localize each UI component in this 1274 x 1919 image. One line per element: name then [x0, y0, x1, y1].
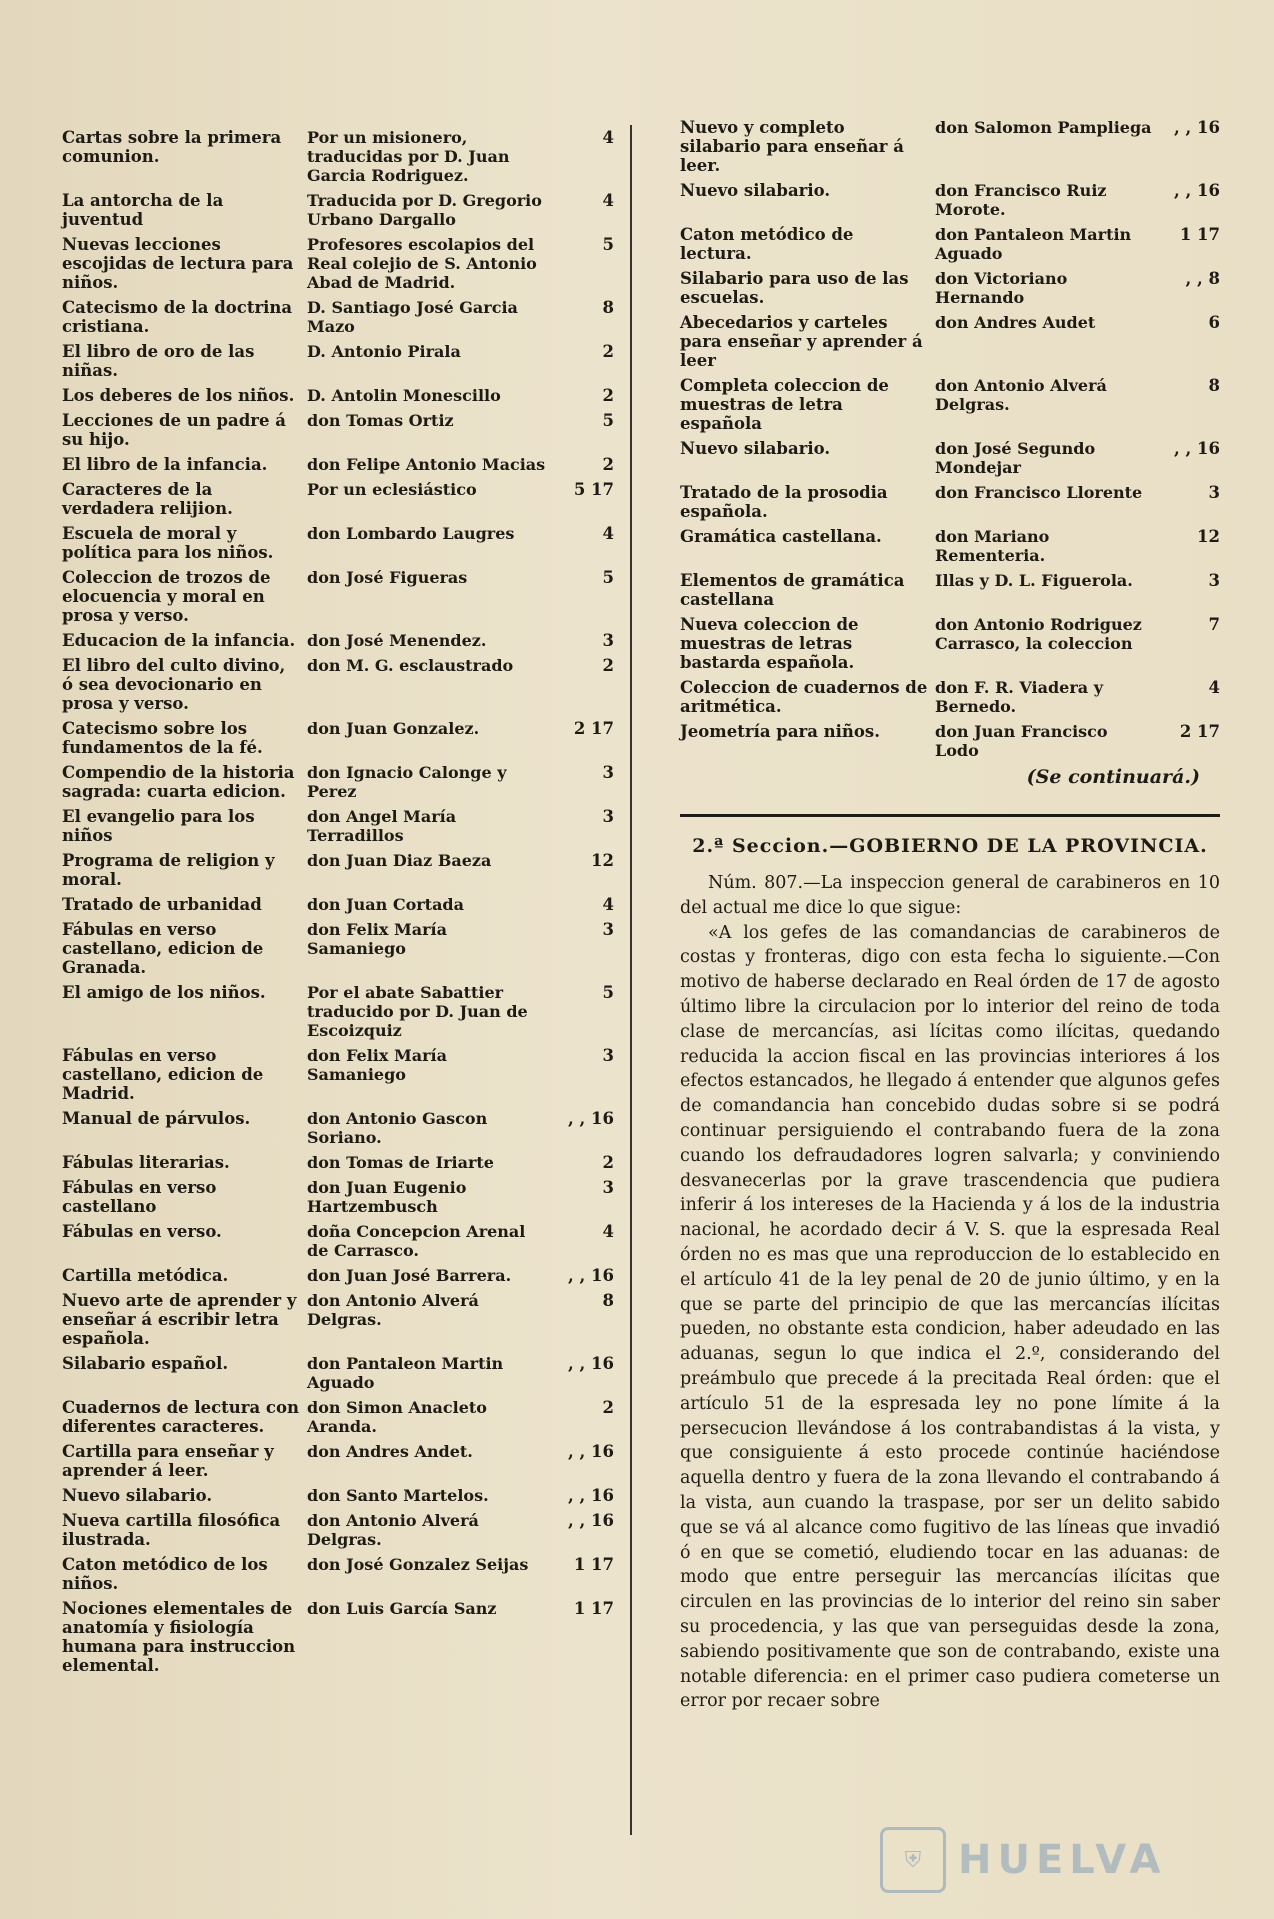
book-title: El amigo de los niños.	[62, 983, 266, 1002]
book-title: Programa de religion y moral.	[62, 851, 275, 889]
coat-of-arms-icon: ⛨	[880, 1827, 946, 1893]
book-title: Completa coleccion de muestras de letra española	[680, 376, 889, 433]
book-price: 2 17	[573, 719, 614, 738]
book-list-left	[62, 128, 614, 1681]
book-price: 1 17	[573, 1555, 614, 1574]
book-author: don Salomon Pampliega	[935, 118, 1152, 137]
book-author: Traducida por D. Gregorio Urbano Dargallo	[307, 191, 542, 229]
book-price: 5	[602, 235, 614, 254]
book-entry	[62, 1555, 614, 1593]
book-entry	[62, 568, 614, 625]
book-entry	[62, 1354, 614, 1392]
body-paragraph: Núm. 807.—La inspeccion general de carabineros en 10 del actual me dice lo que sigue:	[680, 873, 1220, 918]
book-price: 5	[602, 983, 614, 1002]
book-author: D. Santiago José Garcia Mazo	[307, 298, 518, 336]
book-entry	[62, 1266, 614, 1285]
book-entry	[680, 376, 1220, 433]
book-author: don Santo Martelos.	[307, 1486, 489, 1505]
book-author: don Pantaleon Martin Aguado	[935, 225, 1132, 263]
book-price: 3	[602, 1178, 614, 1197]
book-title: Cartas sobre la primera comunion.	[62, 128, 282, 166]
book-entry	[62, 1442, 614, 1480]
book-title: Nueva coleccion de muestras de letras bastarda española.	[680, 615, 859, 672]
book-title: Nociones elementales de anatomía y fisiología humana para instruccion elemental.	[62, 1599, 296, 1675]
book-title: Nuevas lecciones escojidas de lectura para niños.	[62, 235, 294, 292]
book-price: 4	[602, 128, 614, 147]
book-price: , , 16	[568, 1511, 614, 1530]
book-title: Gramática castellana.	[680, 527, 882, 546]
book-entry	[62, 235, 614, 292]
book-entry	[62, 719, 614, 757]
book-author: don Antonio Alverá Delgras.	[307, 1291, 479, 1329]
book-price: 2 17	[1179, 722, 1220, 741]
book-price: 3	[602, 1046, 614, 1065]
book-price: 12	[1197, 527, 1220, 546]
book-author: D. Antolin Monescillo	[307, 386, 501, 405]
book-title: Educacion de la infancia.	[62, 631, 296, 650]
book-author: don Antonio Alverá Delgras.	[935, 376, 1107, 414]
book-author: don Juan Francisco Lodo	[935, 722, 1108, 760]
book-price: 5 17	[573, 480, 614, 499]
book-author: don Juan Cortada	[307, 895, 464, 914]
right-column	[680, 118, 1220, 1714]
book-price: 8	[602, 298, 614, 317]
book-price: 3	[1208, 571, 1220, 590]
book-entry	[62, 1599, 614, 1675]
book-title: Nueva cartilla filosófica ilustrada.	[62, 1511, 281, 1549]
book-author: don José Menendez.	[307, 631, 487, 650]
book-price: 3	[602, 631, 614, 650]
book-author: don Felipe Antonio Macias	[307, 455, 546, 474]
book-entry	[680, 615, 1220, 672]
book-author: don Mariano Rementeria.	[935, 527, 1050, 565]
book-entry	[62, 1178, 614, 1216]
book-title: Caracteres de la verdadera relijion.	[62, 480, 233, 518]
book-price: 2	[602, 386, 614, 405]
book-author: don Felix María Samaniego	[307, 1046, 447, 1084]
book-title: Coleccion de cuadernos de aritmética.	[680, 678, 928, 716]
continuation-note: (Se continuará.)	[1026, 766, 1200, 788]
book-price: 8	[602, 1291, 614, 1310]
book-title: El libro del culto divino, ó sea devocionario en prosa y verso.	[62, 656, 286, 713]
book-price: , , 16	[568, 1442, 614, 1461]
book-entry	[62, 895, 614, 914]
book-price: , , 16	[568, 1109, 614, 1128]
book-price: 3	[602, 807, 614, 826]
book-entry	[62, 455, 614, 474]
book-entry	[62, 411, 614, 449]
book-entry	[62, 128, 614, 185]
book-title: Caton metódico de los niños.	[62, 1555, 268, 1593]
body-paragraph: «A los gefes de las comandancias de carabineros de costas y fronteras, digo con esta fecha lo siguiente.—Con motivo de haberse declarado en Real órden de 17 de agosto último libre la circulacion por lo interior del reino de toda clase de mercancías, asi lícitas como ilícitas, quedando reducida la accion fiscal en las provincias interiores á los efectos estancados, he llegado á entender que algunos gefes de comandancia han concebido dudas sobre si se podrá continuar persiguiendo el contrabando fuera de la zona cuando los defraudadores logren salvarla; y conviniendo desvanecerlas por la grave trascendencia que pudiera inferir á los intereses de la Hacienda y á los de la industria nacional, he acordado decir á V. S. que la espresada Real órden no es mas que una reproduccion de lo establecido en el artículo 41 de la ley penal de 20 de junio último, y en la que se parte del principio de que las mercancías ilícitas pueden, no obstante esta condicion, haber adeudado en las aduanas, segun lo que indica el 2.º, considerando del preámbulo que precede á la precitada Real órden: que el artículo 51 de la espresada ley no pone límite á la persecucion llevándose á los contrabandistas á la vista, y que consiguiente á esto procede continúe haciéndose aquella dentro y fuera de la zona llevando el contrabando á la vista, aun cuando la traspase, por ser un delito sabido que se vá al alcance como fugitivo de las líneas que invadió ó en que se cometió, eludiendo tocar en las aduanas: de modo que entre perseguir las mercancías ilícitas que circulen en las provincias de lo interior del reino sin saber su procedencia, y las que van perseguidas desde la zona, sabiendo positivamente que son de contrabando, existe una notable diferencia: en el primer caso pudiera cometerse un error por recaer sobre	[680, 922, 1220, 1712]
book-price: 8	[1208, 376, 1220, 395]
book-title: Caton metódico de lectura.	[680, 225, 854, 263]
book-author: Por el abate Sabattier traducido por D. Juan de Escoizquiz	[307, 983, 528, 1040]
book-title: Compendio de la historia sagrada: cuarta edicion.	[62, 763, 295, 801]
book-author: D. Antonio Pirala	[307, 342, 461, 361]
book-author: Por un misionero, traducidas por D. Juan Garcia Rodriguez.	[307, 128, 510, 185]
book-price: 6	[1208, 313, 1220, 332]
book-author: doña Concepcion Arenal de Carrasco.	[307, 1222, 526, 1260]
book-author: don Luis García Sanz	[307, 1599, 497, 1618]
book-price: 3	[1208, 483, 1220, 502]
book-author: don Angel María Terradillos	[307, 807, 457, 845]
book-author: Profesores escolapios del Real colejio de S. Antonio Abad de Madrid.	[307, 235, 537, 292]
book-price: , , 16	[1174, 439, 1220, 458]
book-title: Lecciones de un padre á su hijo.	[62, 411, 286, 449]
book-title: Fábulas en verso castellano	[62, 1178, 217, 1216]
book-title: Nuevo silabario.	[680, 181, 831, 200]
section-body	[680, 871, 1220, 1714]
book-author: don Juan Eugenio Hartzembusch	[307, 1178, 467, 1216]
book-entry	[62, 1486, 614, 1505]
book-title: Escuela de moral y política para los niños.	[62, 524, 274, 562]
book-entry	[62, 631, 614, 650]
book-entry	[680, 269, 1220, 307]
book-title: Nuevo silabario.	[680, 439, 831, 458]
section-rule	[680, 814, 1220, 817]
book-author: don Tomas Ortiz	[307, 411, 454, 430]
book-entry	[62, 1511, 614, 1549]
book-entry	[62, 342, 614, 380]
book-title: Fábulas en verso.	[62, 1222, 222, 1241]
book-title: Jeometría para niños.	[680, 722, 880, 741]
book-entry	[680, 313, 1220, 370]
book-entry	[62, 298, 614, 336]
book-price: 4	[1208, 678, 1220, 697]
book-price: , , 8	[1185, 269, 1220, 288]
book-author: don Antonio Gascon Soriano.	[307, 1109, 488, 1147]
book-entry	[62, 983, 614, 1040]
book-title: Catecismo sobre los fundamentos de la fé.	[62, 719, 263, 757]
column-divider	[630, 125, 632, 1835]
book-entry	[62, 1153, 614, 1172]
book-title: Nuevo silabario.	[62, 1486, 213, 1505]
book-author: don Pantaleon Martin Aguado	[307, 1354, 504, 1392]
book-title: Abecedarios y carteles para enseñar y aprender á leer	[680, 313, 923, 370]
book-title: Cuadernos de lectura con diferentes caracteres.	[62, 1398, 299, 1436]
book-entry	[680, 225, 1220, 263]
book-price: 2	[602, 342, 614, 361]
book-price: 4	[602, 895, 614, 914]
book-price: 3	[602, 920, 614, 939]
book-entry	[680, 678, 1220, 716]
book-price: , , 16	[568, 1266, 614, 1285]
book-author: Por un eclesiástico	[307, 480, 477, 499]
book-author: don José Gonzalez Seijas	[307, 1555, 529, 1574]
book-author: don Antonio Rodriguez Carrasco, la coleccion	[935, 615, 1142, 653]
book-title: Cartilla para enseñar y aprender á leer.	[62, 1442, 274, 1480]
book-title: El evangelio para los niños	[62, 807, 255, 845]
book-price: 1 17	[1179, 225, 1220, 244]
book-entry	[62, 1046, 614, 1103]
book-entry	[62, 656, 614, 713]
book-author: don Juan Gonzalez.	[307, 719, 480, 738]
book-entry	[62, 851, 614, 889]
book-author: don Francisco Llorente	[935, 483, 1143, 502]
book-title: Silabario para uso de las escuelas.	[680, 269, 909, 307]
book-author: don Tomas de Iriarte	[307, 1153, 494, 1172]
book-price: 4	[602, 1222, 614, 1241]
book-author: don Ignacio Calonge y Perez	[307, 763, 507, 801]
watermark-text: HUELVA	[958, 1837, 1167, 1883]
book-title: El libro de la infancia.	[62, 455, 268, 474]
book-price: 5	[602, 568, 614, 587]
book-entry	[680, 118, 1220, 175]
book-title: Nuevo arte de aprender y enseñar á escribir letra española.	[62, 1291, 297, 1348]
book-author: don Felix María Samaniego	[307, 920, 447, 958]
book-author: don José Figueras	[307, 568, 468, 587]
book-entry	[62, 1398, 614, 1436]
book-price: , , 16	[1174, 118, 1220, 137]
book-entry	[680, 571, 1220, 609]
book-entry	[62, 1222, 614, 1260]
book-author: don Andres Andet.	[307, 1442, 473, 1461]
book-author: don Victoriano Hernando	[935, 269, 1068, 307]
archive-watermark	[880, 1825, 1200, 1895]
book-entry	[62, 191, 614, 229]
book-price: 1 17	[573, 1599, 614, 1618]
book-author: Illas y D. L. Figuerola.	[935, 571, 1133, 590]
book-entry	[62, 763, 614, 801]
book-entry	[62, 920, 614, 977]
book-price: 2	[602, 656, 614, 675]
book-title: Nuevo y completo silabario para enseñar á leer.	[680, 118, 904, 175]
book-price: 5	[602, 411, 614, 430]
book-entry	[680, 439, 1220, 477]
book-author: don Juan José Barrera.	[307, 1266, 512, 1285]
book-title: Catecismo de la doctrina cristiana.	[62, 298, 293, 336]
book-entry	[680, 722, 1220, 760]
book-title: La antorcha de la juventud	[62, 191, 224, 229]
book-author: don M. G. esclaustrado	[307, 656, 514, 675]
book-author: don Francisco Ruiz Morote.	[935, 181, 1107, 219]
book-entry	[62, 480, 614, 518]
book-price: , , 16	[568, 1486, 614, 1505]
book-title: Fábulas en verso castellano, edicion de Granada.	[62, 920, 264, 977]
book-entry	[680, 483, 1220, 521]
book-title: El libro de oro de las niñas.	[62, 342, 255, 380]
book-title: Tratado de urbanidad	[62, 895, 262, 914]
book-price: 4	[602, 524, 614, 543]
book-title: Coleccion de trozos de elocuencia y moral en prosa y verso.	[62, 568, 271, 625]
book-author: don Simon Anacleto Aranda.	[307, 1398, 487, 1436]
book-author: don José Segundo Mondejar	[935, 439, 1096, 477]
book-entry	[62, 1291, 614, 1348]
book-price: 3	[602, 763, 614, 782]
book-title: Fábulas en verso castellano, edicion de Madrid.	[62, 1046, 264, 1103]
book-title: Elementos de gramática castellana	[680, 571, 905, 609]
book-list-right	[680, 118, 1220, 760]
book-author: don Lombardo Laugres	[307, 524, 515, 543]
book-author: don F. R. Viadera y Bernedo.	[935, 678, 1103, 716]
book-price: 7	[1208, 615, 1220, 634]
book-entry	[62, 807, 614, 845]
book-price: 2	[602, 1153, 614, 1172]
book-title: Cartilla metódica.	[62, 1266, 229, 1285]
book-title: Los deberes de los niños.	[62, 386, 295, 405]
book-title: Silabario español.	[62, 1354, 229, 1373]
book-price: 2	[602, 455, 614, 474]
book-entry	[62, 386, 614, 405]
book-price: 12	[591, 851, 614, 870]
book-entry	[680, 527, 1220, 565]
book-title: Manual de párvulos.	[62, 1109, 251, 1128]
book-price: 4	[602, 191, 614, 210]
book-author: don Juan Diaz Baeza	[307, 851, 492, 870]
book-title: Tratado de la prosodia española.	[680, 483, 888, 521]
section-title: 2.ª Seccion.—GOBIERNO DE LA PROVINCIA.	[692, 835, 1208, 857]
book-entry	[680, 181, 1220, 219]
book-title: Fábulas literarias.	[62, 1153, 230, 1172]
book-price: , , 16	[568, 1354, 614, 1373]
book-author: don Antonio Alverá Delgras.	[307, 1511, 479, 1549]
book-entry	[62, 1109, 614, 1147]
book-price: 2	[602, 1398, 614, 1417]
book-author: don Andres Audet	[935, 313, 1096, 332]
book-entry	[62, 524, 614, 562]
book-price: , , 16	[1174, 181, 1220, 200]
